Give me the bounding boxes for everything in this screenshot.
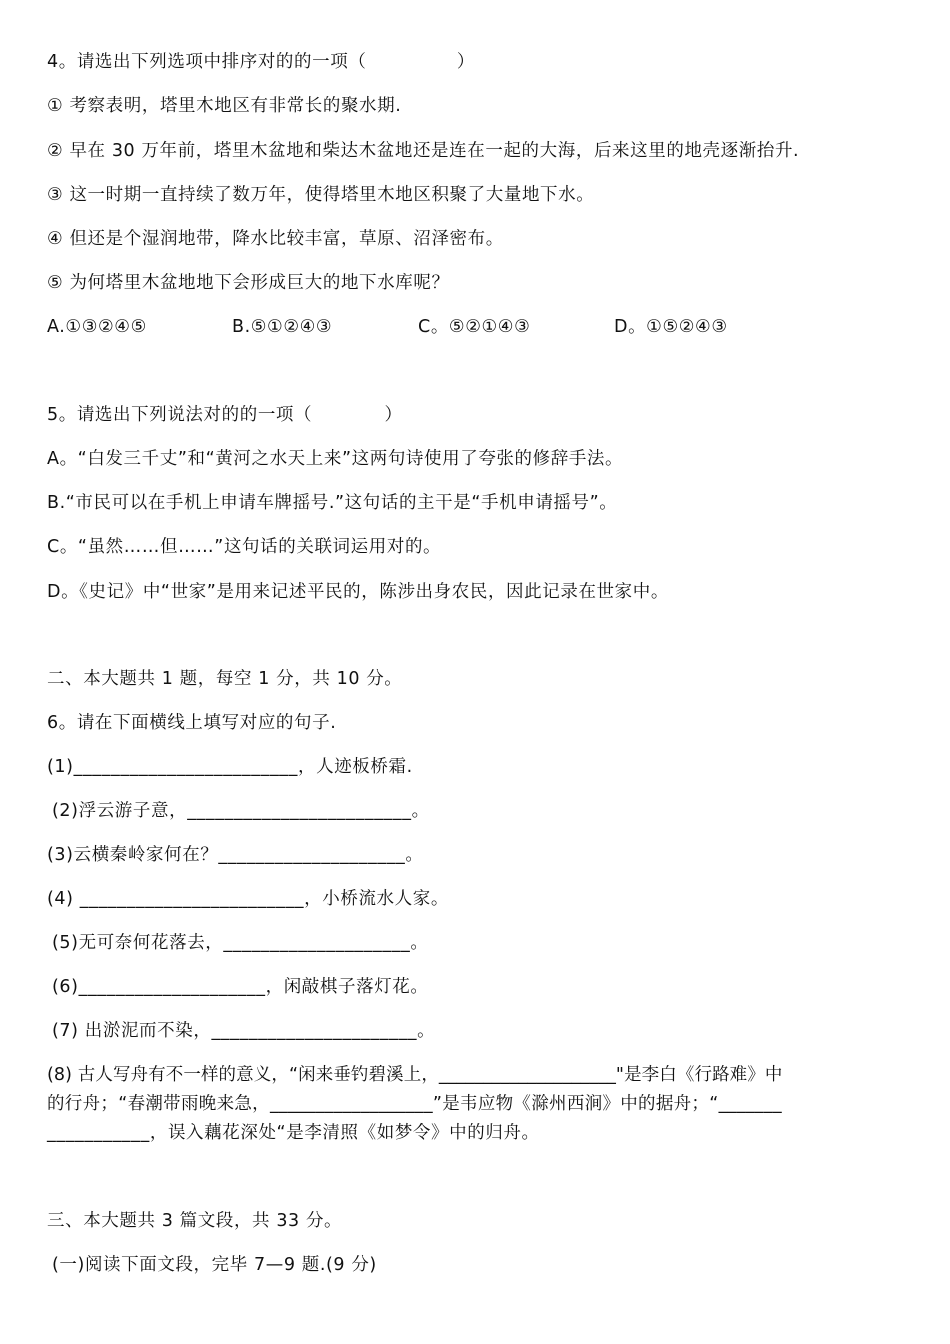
q4-option-c[interactable]: C。⑤②①④③ bbox=[418, 317, 531, 337]
q5-option-d[interactable]: D。《史记》中“世家”是用来记述平民的，陈涉出身农民，因此记录在世家中。 bbox=[47, 582, 669, 602]
q8-line-3[interactable]: ___________，误入藕花深处“是李清照《如梦令》中的归舟。 bbox=[47, 1123, 540, 1143]
fill-blank-5[interactable]: (5)无可奈何花落去，____________________。 bbox=[52, 933, 429, 953]
q6-stem: 6。请在下面横线上填写对应的句子. bbox=[47, 713, 337, 733]
q4-item-1: ① 考察表明，塔里木地区有非常长的聚水期. bbox=[47, 96, 402, 116]
fill-blank-1[interactable]: (1)________________________，人迹板桥霜. bbox=[47, 757, 413, 777]
q8-line-2[interactable]: 的行舟；“春潮带雨晚来急，__________________”是韦应物《滁州西涧》中的据舟；“_______ bbox=[47, 1094, 782, 1114]
q4-item-3: ③ 这一时期一直持续了数万年，使得塔里木地区积聚了大量地下水。 bbox=[47, 185, 595, 205]
fill-blank-7[interactable]: (7) 出淤泥而不染，______________________。 bbox=[52, 1021, 436, 1041]
q4-stem: 4。请选出下列选项中排序对的的一项（ ） bbox=[47, 52, 476, 72]
q5-option-c[interactable]: C。“虽然……但……”这句话的关联词运用对的。 bbox=[47, 537, 442, 557]
q8-line-1[interactable]: (8) 古人写舟有不一样的意义，“闲来垂钓碧溪上，____________________"是李白《行路难》中 bbox=[47, 1065, 783, 1085]
q4-option-a[interactable]: A.①③②④⑤ bbox=[47, 317, 147, 337]
fill-blank-4[interactable]: (4) ________________________，小桥流水人家。 bbox=[47, 889, 449, 909]
section3-heading: 三、本大题共 3 篇文段，共 33 分。 bbox=[47, 1211, 343, 1231]
fill-blank-6[interactable]: (6)____________________，闲敲棋子落灯花。 bbox=[52, 977, 429, 997]
q5-stem: 5。请选出下列说法对的的一项（ ） bbox=[47, 405, 403, 425]
fill-blank-2[interactable]: (2)浮云游子意，________________________。 bbox=[52, 801, 430, 821]
section2-heading: 二、本大题共 1 题，每空 1 分，共 10 分。 bbox=[47, 669, 403, 689]
q4-item-4: ④ 但还是个湿润地带，降水比较丰富，草原、沼泽密布。 bbox=[47, 229, 504, 249]
q5-option-b[interactable]: B.“市民可以在手机上申请车牌摇号.”这句话的主干是“手机申请摇号”。 bbox=[47, 493, 618, 513]
q5-option-a[interactable]: A。“白发三千丈”和“黄河之水天上来”这两句诗使用了夸张的修辞手法。 bbox=[47, 449, 624, 469]
q4-option-d[interactable]: D。①⑤②④③ bbox=[614, 317, 728, 337]
q4-item-2: ② 早在 30 万年前，塔里木盆地和柴达木盆地还是连在一起的大海，后来这里的地壳逐渐抬升. bbox=[47, 141, 800, 161]
q4-option-b[interactable]: B.⑤①②④③ bbox=[232, 317, 333, 337]
fill-blank-3[interactable]: (3)云横秦岭家何在？____________________。 bbox=[47, 845, 424, 865]
section3-sub-heading: (一)阅读下面文段，完毕 7—9 题.(9 分) bbox=[52, 1255, 377, 1275]
q4-item-5: ⑤ 为何塔里木盆地地下会形成巨大的地下水库呢？ bbox=[47, 273, 450, 293]
